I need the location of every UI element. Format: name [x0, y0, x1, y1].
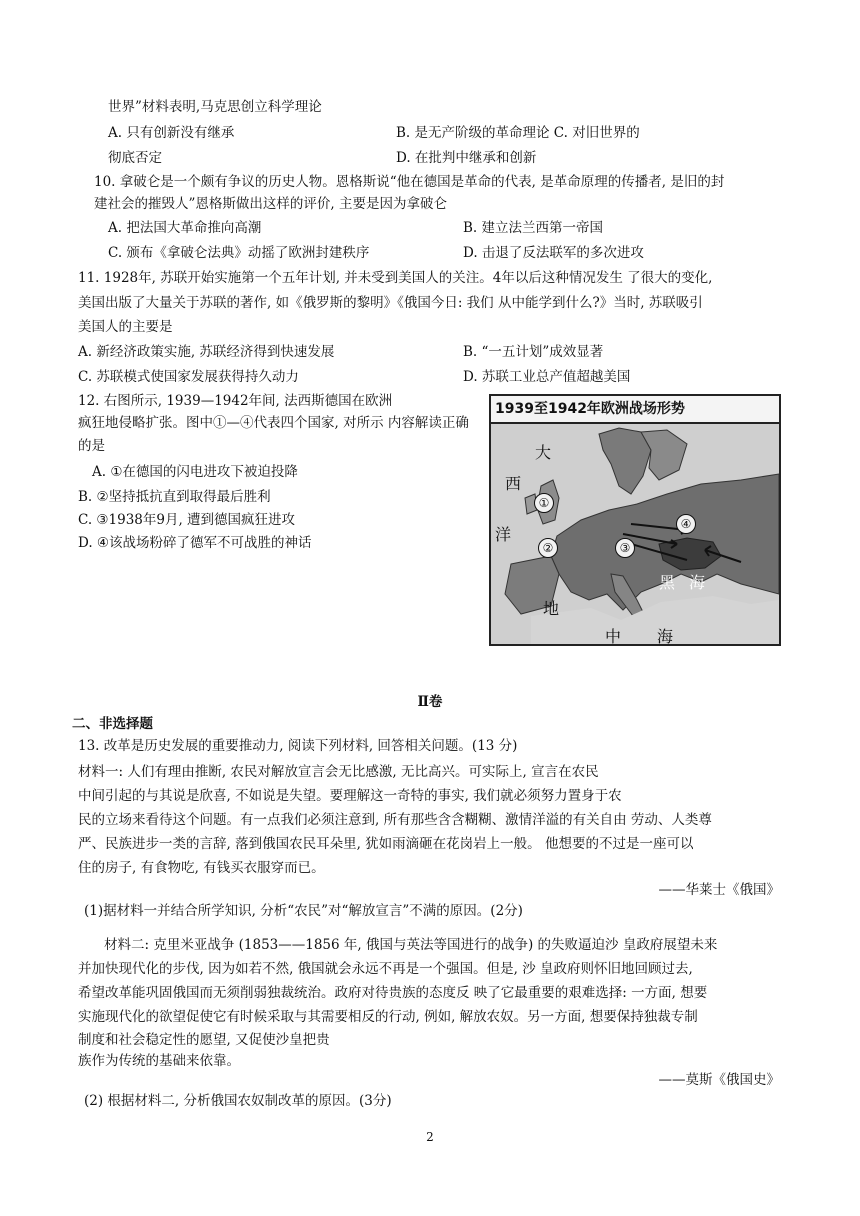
q11-stem-line1: 11. 1928年, 苏联开始实施第一个五年计划, 并未受到美国人的关注。4年以后这种情况发生 了很大的变化,: [78, 270, 713, 286]
map-label-di: 地: [543, 599, 560, 618]
material2-line: 并加快现代化的步伐, 因为如若不然, 俄国就会永远不再是一个强国。但是, 沙 皇政府则怀旧地回顾过去,: [78, 961, 693, 977]
section-heading: 二、非选择题: [72, 716, 153, 732]
q10-stem-line2: 建社会的摧毁人”恩格斯做出这样的评价, 主要是因为拿破仑: [94, 196, 447, 212]
q9-option-c-continued: 彻底否定: [108, 150, 162, 166]
material1-line: 材料一: 人们有理由推断, 农民对解放宣言会无比感激, 无比高兴。可实际上, 宣言在农民: [78, 764, 599, 780]
q12-option-c: C. ③1938年9月, 遭到德国疯狂进攻: [78, 512, 296, 528]
map-label-hai2: 海: [657, 627, 674, 646]
q11-option-b: B. “一五计划”成效显著: [463, 344, 604, 360]
map-label-yang: 洋: [495, 525, 512, 544]
europe-battlefield-map: [489, 394, 781, 646]
map-marker-1: ①: [534, 493, 554, 513]
map-label-zhong: 中: [605, 627, 622, 646]
q9-stem-continued: 世界”材料表明,马克思创立科学理论: [108, 99, 322, 115]
q10-stem-line1: 10. 拿破仑是一个颇有争议的历史人物。恩格斯说“他在德国是革命的代表, 是革命原理的传播者, 是旧的封: [94, 174, 725, 190]
q12-option-d: D. ④该战场粉碎了德军不可战胜的神话: [78, 535, 312, 551]
material1-line: 严、民族进步一类的言辞, 落到俄国农民耳朵里, 犹如雨滴砸在花岗岩上一般。 他想要的不过是一座可以: [78, 836, 694, 852]
material1-line: 住的房子, 有食物吃, 有钱买衣服穿而已。: [78, 860, 325, 876]
q10-option-a: A. 把法国大革命推向高潮: [108, 220, 262, 236]
q10-option-c: C. 颁布《拿破仑法典》动摇了欧洲封建秩序: [108, 245, 370, 261]
q9-option-a: A. 只有创新没有继承: [108, 125, 235, 141]
q12-option-b: B. ②坚持抵抗直到取得最后胜利: [78, 489, 271, 505]
map-marker-4: ④: [676, 514, 696, 534]
material2-line: 希望改革能巩固俄国而无须削弱独裁统治。政府对待贵族的态度反 映了它最重要的艰难选择: 一方面, 想要: [78, 985, 708, 1001]
material1-line: 中间引起的与其说是欣喜, 不如说是失望。要理解这一奇特的事实, 我们就必须努力置身于农: [78, 788, 622, 804]
q12-stem-line1: 12. 右图所示, 1939—1942年间, 法西斯德国在欧洲: [78, 393, 393, 409]
material2-line: 族作为传统的基础来依靠。: [78, 1053, 240, 1069]
q11-option-d: D. 苏联工业总产值超越美国: [463, 369, 631, 385]
map-label-hai: 海: [689, 573, 706, 592]
q10-option-b: B. 建立法兰西第一帝国: [463, 220, 604, 236]
q9-option-b: B. 是无产阶级的革命理论 C. 对旧世界的: [396, 125, 640, 141]
material1-source: ——华莱士《俄国》: [658, 882, 780, 898]
material1-line: 民的立场来看待这个问题。有一点我们必须注意到, 所有那些含含糊糊、激情洋溢的有关自由 劳动、人类尊: [78, 812, 712, 828]
map-label-da: 大: [535, 443, 552, 462]
map-label-hei: 黑: [659, 573, 676, 592]
material2-source: ——莫斯《俄国史》: [658, 1072, 780, 1088]
q12-option-a: A. ①在德国的闪电进攻下被迫投降: [92, 464, 298, 480]
q11-option-a: A. 新经济政策实施, 苏联经济得到快速发展: [78, 344, 335, 360]
page-number: 2: [426, 1130, 434, 1144]
sub-question-2: (2) 根据材料二, 分析俄国农奴制改革的原因。(3分): [84, 1093, 392, 1109]
q12-stem-line3: 的是: [78, 438, 105, 454]
map-marker-3: ③: [615, 538, 635, 558]
material2-line: 制度和社会稳定性的愿望, 又促使沙皇把贵: [78, 1032, 330, 1048]
sub-question-1: (1)据材料一并结合所学知识, 分析“农民”对“解放宣言”不满的原因。(2分): [84, 903, 523, 919]
volume-heading: Ⅱ卷: [417, 694, 443, 710]
map-title: 1939至1942年欧洲战场形势: [491, 396, 779, 424]
map-marker-2: ②: [538, 538, 558, 558]
q11-stem-line3: 美国人的主要是: [78, 319, 173, 335]
q11-stem-line2: 美国出版了大量关于苏联的著作, 如《俄罗斯的黎明》《俄国今日: 我们 从中能学到什么?》当时, 苏联吸引: [78, 295, 703, 311]
q12-stem-line2: 疯狂地侵略扩张。图中①—④代表四个国家, 对所示 内容解读正确: [78, 415, 469, 431]
q13-stem: 13. 改革是历史发展的重要推动力, 阅读下列材料, 回答相关问题。(13 分): [78, 738, 518, 754]
material2-line: 实施现代化的欲望促使它有时候采取与其需要相反的行动, 例如, 解放农奴。另一方面, 想要保持独裁专制: [78, 1009, 698, 1025]
q11-option-c: C. 苏联模式使国家发展获得持久动力: [78, 369, 299, 385]
map-label-xi: 西: [505, 474, 522, 493]
material2-line: 材料二: 克里米亚战争 (1853——1856 年, 俄国与英法等国进行的战争) 的失败逼迫沙 皇政府展望未来: [104, 937, 718, 953]
q9-option-d: D. 在批判中继承和创新: [396, 150, 537, 166]
q10-option-d: D. 击退了反法联军的多次进攻: [463, 245, 644, 261]
